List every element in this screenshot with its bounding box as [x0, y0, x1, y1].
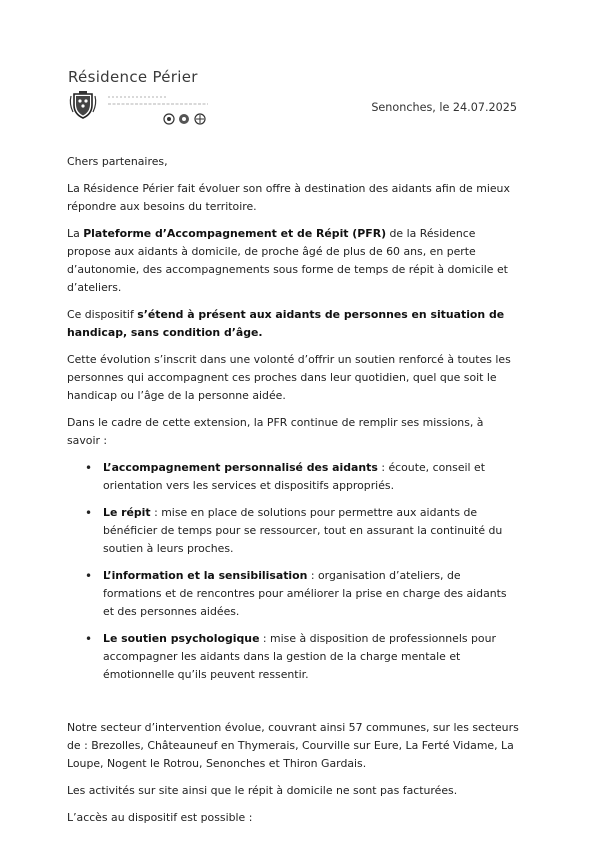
extension-highlight: s’étend à présent aux aidants de personnes en situation de handicap, sans condition d’âge. [67, 308, 505, 339]
list-item [103, 459, 519, 495]
pfr-name: Plateforme d’Accompagnement et de Répit (PFR) [83, 227, 387, 240]
mission-title: L’information et la sensibilisation [103, 569, 308, 582]
billing-paragraph: Les activités sur site ainsi que le répit à domicile ne sont pas facturées. [67, 784, 458, 797]
spacer [67, 693, 519, 719]
list-item [103, 630, 519, 684]
access-paragraph: L’accès au dispositif est possible : [67, 811, 253, 824]
partner-logos-icon [162, 112, 210, 126]
mission-text: : mise à disposition de professionnels pour accompagner les aidants dans la gestion de la charge mentale et émotionnelle qu’ils peuvent ressentir. [103, 632, 496, 681]
salutation: Chers partenaires, [67, 155, 168, 168]
mission-text: : mise en place de solutions pour permettre aux aidants de bénéficier de temps pour se ressourcer, tout en assurant la continuité du soutien à leurs proches. [103, 506, 503, 555]
pfr-paragraph-end: de la Résidence propose aux aidants à domicile, de proche âgé de plus de 60 ans, en perte d’autonomie, des accompagnements sous forme de temps de répit à domicile et d’ateliers. [67, 227, 508, 294]
pfr-paragraph [67, 225, 519, 297]
extension-paragraph-start: Ce dispositif [67, 308, 138, 321]
mission-text: : organisation d’ateliers, de formations et de rencontres pour améliorer la prise en charge des aidants et des personnes aidées. [103, 569, 507, 618]
tagline-decoration [108, 92, 208, 112]
extension-paragraph [67, 306, 519, 342]
org-name: Résidence Périer [68, 68, 198, 86]
intro-paragraph: La Résidence Périer fait évoluer son offre à destination des aidants afin de mieux répondre aux besoins du territoire. [67, 182, 510, 213]
coat-of-arms-icon [68, 90, 98, 120]
missions-list [67, 459, 519, 684]
evolution-paragraph: Cette évolution s’inscrit dans une volonté d’offrir un soutien renforcé à toutes les personnes qui accompagnent ces proches dans leur quotidien, quel que soit le handicap ou l’âge de la personne aidée. [67, 353, 511, 402]
date-place: Senonches, le 24.07.2025 [371, 101, 517, 114]
mission-title: L’accompagnement personnalisé des aidants [103, 461, 378, 474]
sector-paragraph: Notre secteur d’intervention évolue, couvrant ainsi 57 communes, sur les secteurs de : Brezolles, Châteauneuf en Thymerais, Courville sur Eure, La Ferté Vidame, La Loupe, Nogent le Rotrou, Senonches et Thiron Gardais. [67, 721, 519, 770]
mission-title: Le soutien psychologique [103, 632, 260, 645]
list-item [103, 567, 519, 621]
letter-body [67, 153, 519, 836]
mission-text: : écoute, conseil et orientation vers les services et dispositifs appropriés. [103, 461, 486, 492]
pfr-paragraph-start: La [67, 227, 84, 240]
mission-title: Le répit [103, 506, 151, 519]
missions-intro: Dans le cadre de cette extension, la PFR continue de remplir ses missions, à savoir : [67, 416, 484, 447]
letterhead [64, 68, 234, 132]
list-item [103, 504, 519, 558]
